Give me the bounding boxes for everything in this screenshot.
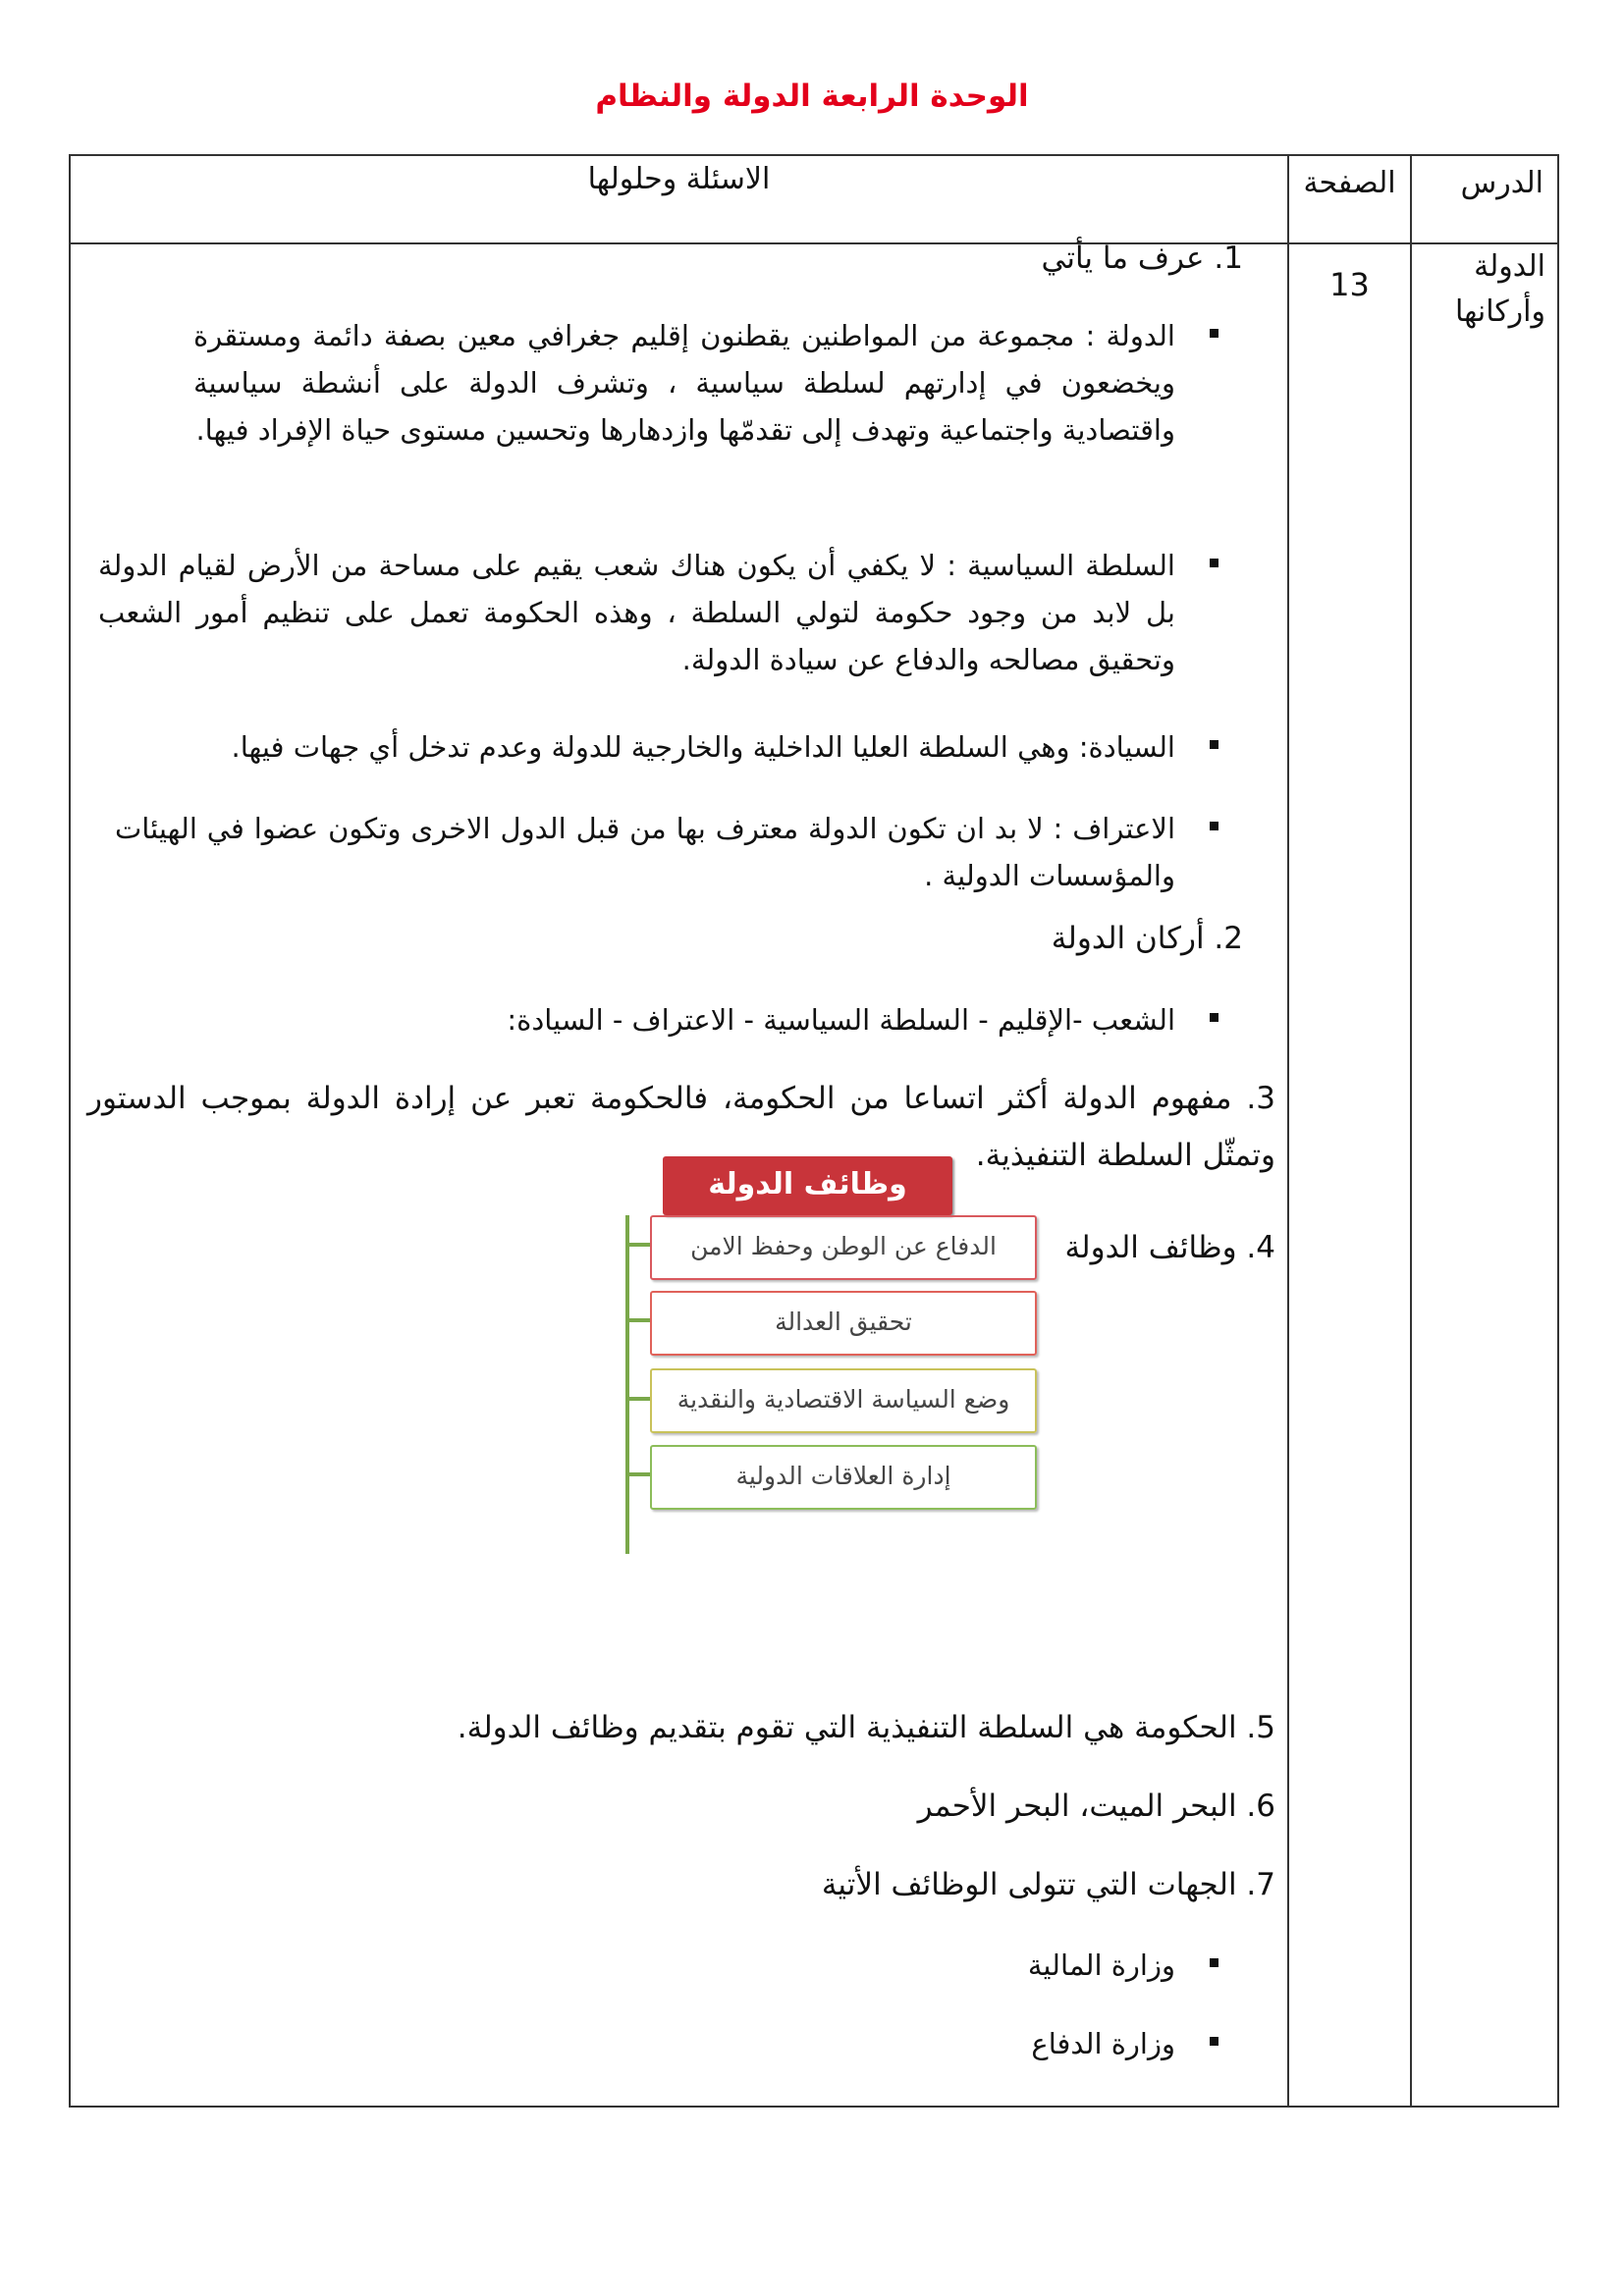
state-functions-diagram	[596, 1156, 1010, 1588]
page-title: الوحدة الرابعة الدولة والنظام	[595, 79, 1029, 114]
diagram-connector	[625, 1472, 652, 1476]
definition-sovereignty: السيادة: وهي السلطة العليا الداخلية والخارجية للدولة وعدم تدخل أي جهات فيها.	[231, 730, 1175, 764]
header-page: الصفحة	[1288, 155, 1411, 243]
ministry-finance: وزارة المالية	[1027, 1949, 1175, 1982]
diagram-connector	[625, 1243, 652, 1247]
bullet-square-icon	[1210, 822, 1218, 830]
diagram-title: وظائف الدولة	[663, 1156, 952, 1215]
definition-political-authority: السلطة السياسية : لا يكفي أن يكون هناك شعب يقيم على مساحة من الأرض لقيام الدولة بل لابد من وجود حكومة لتولي السلطة ، وهذه الحكومة تعمل على تنظيم أمور الشعب وتحقيق مصالحه والدفاع عن سيادة الدولة.	[98, 549, 1175, 676]
diagram-connector	[625, 1397, 652, 1401]
list-item	[98, 542, 1175, 683]
question-6: 6. البحر الميت، البحر الأحمر	[917, 1789, 1275, 1824]
diagram-box-international-relations: إدارة العلاقات الدولية	[650, 1445, 1037, 1510]
table-header-row	[70, 155, 1558, 243]
list-item	[193, 996, 1175, 1043]
question-3: 3. مفهوم الدولة أكثر اتساعا من الحكومة، فالحكومة تعبر عن إرادة الدولة بموجب الدستور وتمثّل السلطة التنفيذية.	[87, 1081, 1275, 1173]
lesson-name: الدولة وأركانها	[1411, 243, 1558, 2107]
question-7: 7. الجهات التي تتولى الوظائف الأتية	[821, 1867, 1275, 1902]
diagram-box-defense: الدفاع عن الوطن وحفظ الامن	[650, 1215, 1037, 1280]
header-lesson: الدرس	[1411, 155, 1558, 243]
list-item	[193, 312, 1175, 454]
ministry-defense: وزارة الدفاع	[1031, 2027, 1175, 2060]
list-item	[193, 723, 1175, 771]
diagram-connector	[625, 1215, 629, 1554]
bullet-square-icon	[1210, 329, 1218, 338]
diagram-connector	[625, 1318, 652, 1322]
bullet-square-icon	[1210, 740, 1218, 749]
header-qa: الاسئلة وحلولها	[70, 155, 1288, 243]
bullet-square-icon	[1210, 1013, 1218, 1022]
list-item	[586, 1942, 1175, 1989]
question-4: 4. وظائف الدولة	[1064, 1230, 1275, 1265]
diagram-box-economic-policy: وضع السياسة الاقتصادية والنقدية	[650, 1368, 1037, 1433]
question-5: 5. الحكومة هي السلطة التنفيذية التي تقوم بتقديم وظائف الدولة.	[457, 1710, 1275, 1745]
list-item	[586, 2020, 1175, 2067]
page-number: 13	[1288, 243, 1411, 2107]
bullet-square-icon	[1210, 2037, 1218, 2046]
list-item	[115, 805, 1175, 899]
bullet-square-icon	[1210, 1958, 1218, 1967]
bullet-square-icon	[1210, 559, 1218, 567]
diagram-box-justice: تحقيق العدالة	[650, 1291, 1037, 1356]
definition-state: الدولة : مجموعة من المواطنين يقطنون إقليم جغرافي معين بصفة دائمة ومستقرة ويخضعون في إدارتهم لسلطة سياسية ، وتشرف الدولة على أنشطة سياسية واقتصادية واجتماعية وتهدف إلى تقدمّها وازدهارها وتحسين مستوى حياة الإفراد فيها.	[193, 319, 1175, 447]
question-1: 1. عرف ما يأتي	[1041, 240, 1243, 276]
question-2: 2. أركان الدولة	[1051, 921, 1243, 956]
state-pillars: الشعب -الإقليم - السلطة السياسية - الاعتراف - السيادة:	[507, 1003, 1175, 1037]
definition-recognition: الاعتراف : لا بد ان تكون الدولة معترف بها من قبل الدول الاخرى وتكون عضوا في الهيئات والمؤسسات الدولية .	[115, 812, 1175, 892]
